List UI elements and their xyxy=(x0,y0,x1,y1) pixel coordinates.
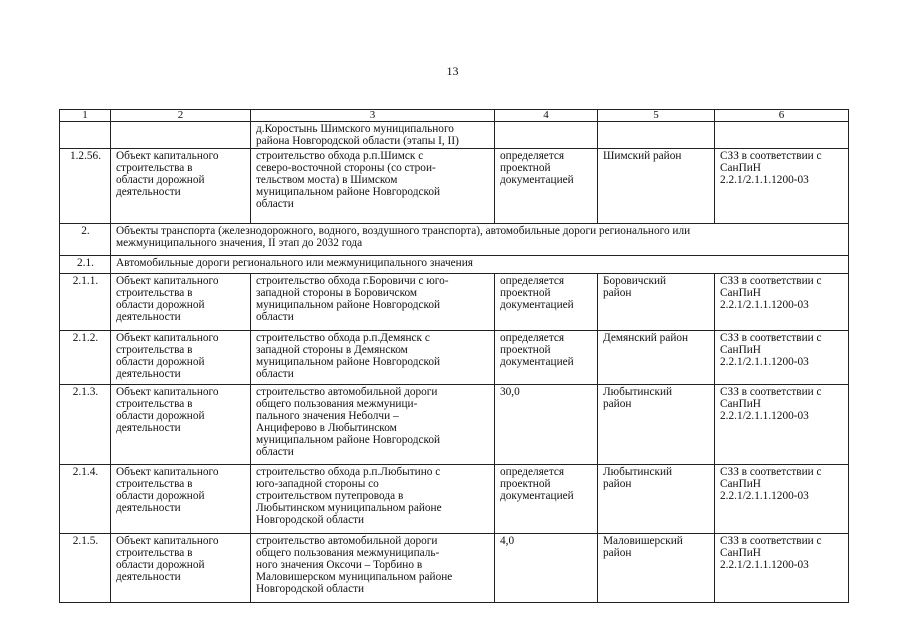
zone-cell xyxy=(715,122,849,149)
object-name-cell xyxy=(111,122,251,149)
row-number-cell xyxy=(60,122,111,149)
district-cell: Демянский район xyxy=(598,331,715,385)
row-number-cell: 2.1.5. xyxy=(60,534,111,603)
row-number-cell: 1.2.56. xyxy=(60,149,111,224)
table-row-continuation xyxy=(60,122,849,149)
object-name-cell: Объект капитального строительства в области дорожной деятельности xyxy=(111,534,251,603)
district-cell: Любытинский район xyxy=(598,465,715,534)
length-cell xyxy=(495,122,598,149)
section-row xyxy=(60,256,849,274)
row-number-cell: 2.1.1. xyxy=(60,274,111,331)
district-cell xyxy=(598,122,715,149)
description-cell: строительство автомобильной дороги общего пользования межмуниципаль- ного значения Оксочи – Торбино в Маловишерском муниципальном районе Новгородской области xyxy=(251,534,495,603)
row-number-cell: 2.1.3. xyxy=(60,385,111,465)
row-number-cell: 2.1.4. xyxy=(60,465,111,534)
column-number: 1 xyxy=(60,110,111,122)
object-name-cell: Объект капитального строительства в области дорожной деятельности xyxy=(111,465,251,534)
table-row xyxy=(60,465,849,534)
description-cell: строительство обхода р.п.Демянск с западной стороны в Демянском муниципальном районе Новгородской области xyxy=(251,331,495,385)
object-name-cell: Объект капитального строительства в области дорожной деятельности xyxy=(111,385,251,465)
table-row xyxy=(60,385,849,465)
description-cell: строительство обхода р.п.Любытино с юго-западной стороны со строительством путепровода в Любытинском муниципальном районе Новгородской области xyxy=(251,465,495,534)
zone-cell: СЗЗ в соответствии с СанПиН 2.2.1/2.1.1.1200-03 xyxy=(715,534,849,603)
zone-cell: СЗЗ в соответствии с СанПиН 2.2.1/2.1.1.1200-03 xyxy=(715,331,849,385)
district-cell: Боровичский район xyxy=(598,274,715,331)
column-number-row xyxy=(60,110,849,122)
description-cell: строительство обхода р.п.Шимск с северо-восточной стороны (со строи- тельством моста) в Шимском муниципальном районе Новгородской области xyxy=(251,149,495,224)
description-cell: строительство обхода г.Боровичи с юго- западной стороны в Боровичском муниципальном районе Новгородской области xyxy=(251,274,495,331)
description-cell: д.Коростынь Шимского муниципального района Новгородской области (этапы I, II) xyxy=(251,122,495,149)
column-number: 6 xyxy=(715,110,849,122)
zone-cell: СЗЗ в соответствии с СанПиН 2.2.1/2.1.1.1200-03 xyxy=(715,149,849,224)
length-cell: определяется проектной документацией xyxy=(495,331,598,385)
table-row xyxy=(60,274,849,331)
district-cell: Любытинский район xyxy=(598,385,715,465)
length-cell: определяется проектной документацией xyxy=(495,149,598,224)
length-cell: 4,0 xyxy=(495,534,598,603)
section-number-cell: 2.1. xyxy=(60,256,111,274)
section-title-cell: Автомобильные дороги регионального или межмуниципального значения xyxy=(111,256,849,274)
object-name-cell: Объект капитального строительства в области дорожной деятельности xyxy=(111,149,251,224)
row-number-cell: 2.1.2. xyxy=(60,331,111,385)
object-name-cell: Объект капитального строительства в области дорожной деятельности xyxy=(111,331,251,385)
planning-table xyxy=(59,109,849,603)
page-number: 13 xyxy=(446,64,459,78)
section-row xyxy=(60,224,849,256)
column-number: 4 xyxy=(495,110,598,122)
district-cell: Шимский район xyxy=(598,149,715,224)
length-cell: 30,0 xyxy=(495,385,598,465)
section-number-cell: 2. xyxy=(60,224,111,256)
object-name-cell: Объект капитального строительства в области дорожной деятельности xyxy=(111,274,251,331)
column-number: 2 xyxy=(111,110,251,122)
length-cell: определяется проектной документацией xyxy=(495,465,598,534)
column-number: 3 xyxy=(251,110,495,122)
zone-cell: СЗЗ в соответствии с СанПиН 2.2.1/2.1.1.1200-03 xyxy=(715,385,849,465)
table-row xyxy=(60,331,849,385)
length-cell: определяется проектной документацией xyxy=(495,274,598,331)
description-cell: строительство автомобильной дороги общего пользования межмуници- пального значения Неболчи – Анциферово в Любытинском муниципальном районе Новгородской области xyxy=(251,385,495,465)
table-row xyxy=(60,534,849,603)
zone-cell: СЗЗ в соответствии с СанПиН 2.2.1/2.1.1.1200-03 xyxy=(715,465,849,534)
column-number: 5 xyxy=(598,110,715,122)
table-row xyxy=(60,149,849,224)
section-title-cell: Объекты транспорта (железнодорожного, водного, воздушного транспорта), автомобильные дороги регионального или межмуниципального значения, II этап до 2032 года xyxy=(111,224,849,256)
zone-cell: СЗЗ в соответствии с СанПиН 2.2.1/2.1.1.1200-03 xyxy=(715,274,849,331)
district-cell: Маловишерский район xyxy=(598,534,715,603)
